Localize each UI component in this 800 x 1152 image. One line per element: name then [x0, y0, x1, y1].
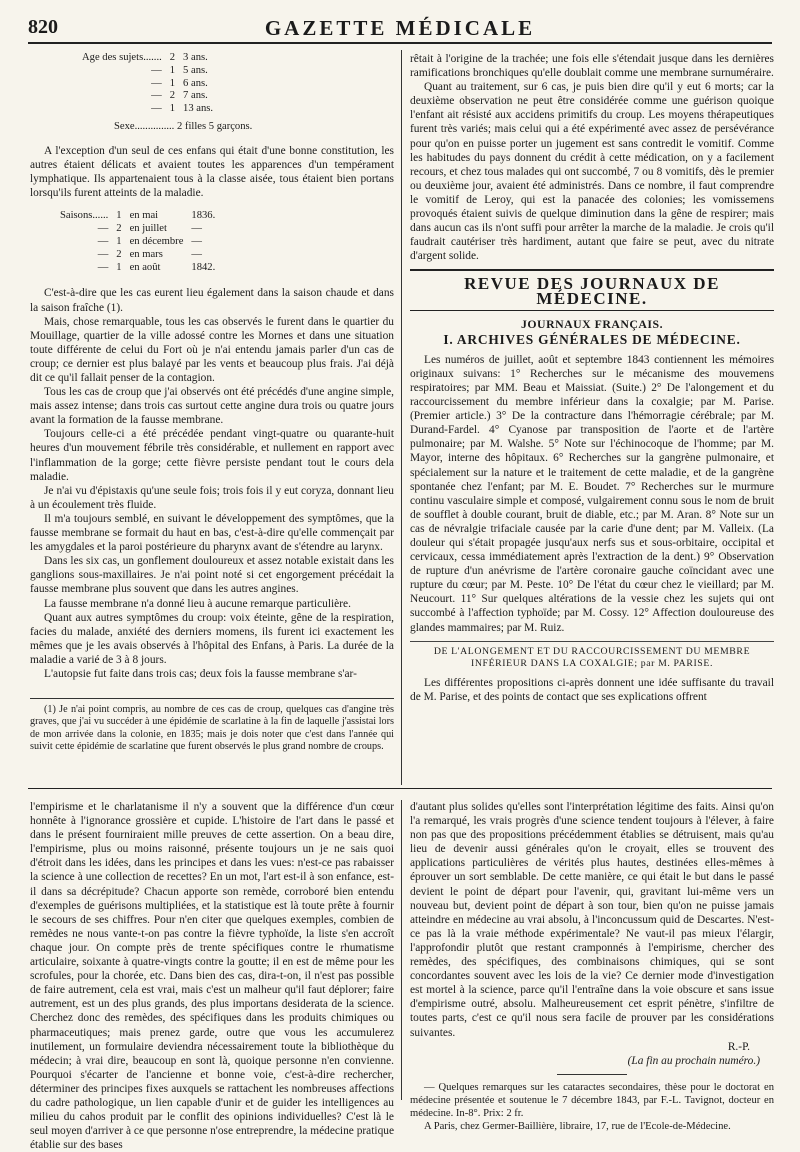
note-paragraph: — Quelques remarques sur les cataractes secondaires, thèse pour le doctorat en médecine présentée et soutenue le 7 décembre 1843, par F.-L. Tavignot, docteur en médecine. In-8°. Prix: 2 fr.	[410, 1081, 774, 1119]
ages-cell: Age des sujets.......	[82, 52, 162, 63]
seasons-cell: 2	[116, 223, 122, 235]
seasons-cell: —	[191, 223, 202, 235]
seasons-cell: 2	[116, 248, 122, 260]
note-paragraph: A Paris, chez Germer-Baillière, libraire, 17, rue de l'Ecole-de-Médecine.	[424, 1120, 731, 1132]
column-lower-right	[410, 800, 774, 1133]
ages-cell: 1	[169, 103, 176, 115]
column-upper-left	[30, 52, 394, 681]
paragraph: Quant aux autres symptômes du croup: voix éteinte, gêne de la respiration, facies du malade, anxiété des derniers momens, ils furent ici exactement les mêmes que je les avais observés à l'hôpital des Enfans, à Paris. La durée de la maladie a varié de 3 à 8 jours.	[30, 611, 394, 666]
page-header	[28, 14, 772, 44]
article-subhead: DE L'ALONGEMENT ET DU RACCOURCISSEMENT DU MEMBRE INFÉRIEUR DANS LA COXALGIE; par M. PARISE.	[410, 641, 774, 670]
seasons-cell: en juillet	[129, 223, 167, 235]
ages-row	[78, 52, 217, 65]
ages-cell: —	[151, 90, 162, 102]
ages-cell: 2	[169, 90, 176, 102]
ages-cell: 1	[169, 77, 176, 89]
paragraph: Il m'a toujours semblé, en suivant le développement des symptômes, que la fausse membrane se formait du haut en bas, c'est-à-dire qu'elle commençait par les amygdales et la paroi postérieure du pharynx avant de s'étendre au larynx.	[30, 512, 394, 554]
paragraph: rêtait à l'origine de la trachée; une fois elle s'étendait jusque dans les dernières ramifications bronchiques qu'elle doublait comme une membrane surnuméraire.	[410, 53, 774, 80]
ages-cell: 3 ans.	[183, 52, 208, 63]
continued-note: (La fin au prochain numéro.)	[627, 1054, 760, 1067]
column-upper-right	[410, 52, 774, 704]
seasons-cell: 1836.	[191, 210, 216, 222]
seasons-row	[56, 262, 219, 275]
ages-cell: 5 ans.	[183, 64, 208, 76]
seasons-cell: —	[191, 248, 202, 260]
seasons-cell: —	[97, 261, 109, 273]
seasons-cell: —	[191, 236, 202, 248]
paragraph: l'empirisme et le charlatanisme il n'y a souvent que la différence d'un cœur honnête à l'ignorance grossière et cupide. L'histoire de l'art dans le passé et dans le présent fourniraient mille preuves de cette assertion. On a beau dire, l'empirisme, plus ou moins raisonné, présente toujours un je ne sais quoi d'étroit dans les idées, dans les principes et dans les vues: n'est-ce pas rabaisser la science à une collection de recettes? En un mot, l'art est-il à son enfance, est-il dans sa décrépitude? Chacun apporte son remède, corroboré bien entendu d'exemples de guérisons multipliées, et la statistique est là toute prête à fournir le secours de ses chiffres. Pour n'en citer que quelques exemples, combien de remèdes ne nous vante-t-on pas contre la fièvre typhoïde, la liste s'en accroît chaque jour. On compte près de trente spécifiques contre le rhumatisme articulaire, soixante à quatre-vingts contre la goutte; il en est de même pour les scrofules, pour la chorée, etc. Dans bien des cas, dira-t-on, il n'est pas possible de faire autrement, cela est vrai, mais c'est un malheur qu'il faut déplorer; faire autrement, est un des plus grands, des plus importans desiderata de la science. Cherchez donc des remèdes, des spécifiques dans les produits chimiques ou pharmaceutiques; mais prenez garde, outre que vous les accumulerez inutilement, un formulaire deviendra nécessairement toute la bibliothèque du médecin; à vrai dire, beaucoup en sont là, quoique personne n'en convienne. Pourquoi s'écarter de l'ancienne et bonne voie, c'est-à-dire rechercher, déterminer des principes fixes auxquels se rattachent les nombreuses affections du cadre pathologique, un lien capable d'unir et de guider les intelligences au milieu du cahos produit par le conflit des opinions individuelles? C'est là le seul moyen d'arriver à ce que personne n'ose entreprendre, la médecine pratique établie sur des bases	[30, 801, 395, 1152]
paragraph: Dans les six cas, un gonflement douloureux et assez notable existait dans les ganglions sous-maxillaires. Je n'ai point noté si cet engorgement précédait la fausse membrane plus souvent que dans les autres angines.	[30, 555, 394, 596]
paragraph: A l'exception d'un seul de ces enfans qui était d'une bonne constitution, les autres étaient délicats et avaient toutes les apparences d'un tempérament lymphatique. Ils appartenaient tous à la classe aisée, tous étaient bien portans lorsqu'ils furent atteints de la maladie.	[30, 145, 394, 200]
paragraph: Toujours celle-ci a été précédée pendant vingt-quatre ou quarante-huit heures d'un mouvement fébrile très considérable, et nullement en rapport avec l'inflammation de la gorge; cette fièvre persiste pendant tout le cours dela maladie.	[30, 428, 394, 483]
ages-row	[78, 65, 217, 78]
ages-cell: 7 ans.	[183, 90, 208, 102]
seasons-row	[56, 223, 219, 236]
ages-cell: —	[151, 103, 162, 115]
seasons-cell: 1	[116, 236, 122, 248]
paragraph: Les numéros de juillet, août et septembre 1843 contiennent les mémoires originaux suivans: 1° Recherches sur le mécanisme des mouvemens respiratoires; par MM. Beau et Maissiat. (Suite.) 2° De l'alongement et du raccourcissement du membre inférieur dans la coxalgie; par M. Parise. (Premier article.) 3° De la contracture dans l'hémorragie cérébrale; par M. Durand-Fardel. 4° Cyanose par transposition de l'aorte et de l'artère pulmonaire; par M. Walshe. 5° Note sur l'échinocoque de l'homme; par M. Mayor, interne des hôpitaux. 6° Recherches sur la gangrène pulmonaire, et spécialement sur la nature et le traitement de cette maladie, et de la gangrène spontanée chez l'enfant; par M. E. Boudet. 7° Recherches sur le murmure continu vasculaire simple et composé, vulgairement connu sous le nom de bruit de soufflet à double courant, bruit de diable, etc.; par M. Aran. 8° Note sur un cas de névralgie trifaciale causée par la carie d'une dent; par M. Valleix. (La douleur qui s'était propagée jusqu'aux nerfs sus et sous-orbitaire, occipital et cervicaux, cessa immédiatement après l'extraction de la dent.) 9° Observation de rupture d'un anévrisme de l'artère coronaire gauche coïncidant avec une rupture du cœur; par M. Peste. 10° De l'état du cœur chez le vieillard; par M. Neucourt. 11° Sur quelques altérations de la vessie chez les sujets qui ont succombé à l'affection typhoïde; par M. Cossy. 12° Affection douloureuse des glandes mammaires; par M. Ruiz.	[410, 353, 774, 634]
ages-cell: —	[151, 77, 162, 89]
paragraph: Je n'ai vu d'épistaxis qu'une seule fois; trois fois il y eut coryza, donnant lieu à un écoulement très fluide.	[30, 484, 394, 511]
section-title: REVUE DES JOURNAUX DE MÉDECINE.	[410, 269, 774, 310]
paragraph: L'autopsie fut faite dans trois cas; deux fois la fausse membrane s'ar-	[44, 667, 357, 680]
page-title: GAZETTE MÉDICALE	[264, 16, 536, 40]
seasons-row	[56, 210, 219, 223]
seasons-cell: 1	[116, 261, 122, 273]
ages-cell: 1	[169, 64, 176, 76]
paragraph: C'est-à-dire que les cas eurent lieu également dans la saison chaude et dans la saison fraîche (1).	[30, 287, 394, 314]
paragraph: d'autant plus solides qu'elles sont l'interprétation légitime des faits. Ainsi qu'on l'a remarqué, les vrais progrès d'une science tendent toujours à l'élever, à faire non pas que des propositions précédemment établies se détruisent, mais qu'au lieu de devenir aussi générales qu'on le croyait, elles se trouvent des applications particulières de vérités plus hautes, destinées elles-mêmes à éprouver un sort semblable. De cette manière, ce qui était le but dans le passé devient le point de départ pour l'avenir, qui, gravitant lui-même vers un nouveau but, devient point de départ à son tour, bien qu'on ne puisse jamais atteindre en médecine au vrai absolu, à l'inconcussum quid de Descartes. N'est-ce pas là la vraie méthode expérimentale? Ne vaut-il pas mieux l'élargir, l'approfondir plutôt que restant cramponnés à l'empirisme, chercher des remèdes, des spécifiques, des combinaisons chimiques, qui se sont concordantes souvent avec les lois de la vie? Ce dernier mode d'investigation est mortel à la science, parce qu'il l'entraîne dans la voie obscure et sans issue d'empirisme outré, absolu. Malheureusement cet esprit pénètre, s'infiltre de toutes parts, c'est ce qu'il nous sera facile de prouver par les considérations suivantes.	[410, 801, 774, 1039]
subsection-title: JOURNAUX FRANÇAIS.	[520, 316, 664, 331]
paragraph: Mais, chose remarquable, tous les cas observés le furent dans le quartier du Mouillage, quartier de la ville adossé contre les Mornes et dans une situation toute différente de celui du Fort où je n'ai entendu jamais parler d'un cas de croup; ce dernier est plus balayé par les vents et beaucoup plus frais. J'ai déjà dit ce qu'il fallait penser de la contagion.	[30, 315, 394, 384]
footnote-rule	[30, 698, 394, 699]
paragraph: Quant au traitement, sur 6 cas, je puis bien dire qu'il y eut 6 morts; car la deuxième observation ne peut être considérée comme une guérison quoique l'enfant ait résisté aux accidens primitifs du croup. Les moyens thérapeutiques furent très variés; mais celui qui a été expérimenté avec assez de persévérance pour qu'on en puisse porter un jugement est sans contredit le vomitif. Comme les habitudes du pays donnent du crédit à cette médication, on y a facilement recours, et chez tous malades qui ont succombé, 7 ou 8 vomitifs, dès le premier ou deuxième jour, avaient été administrés. Dans ce nombre, il faut comprendre le vomitif de Leroy, qui est la panacée des colonies; les vomissemens provoqués étaient suivis de quelque diminution dans la gêne de respirer; mais dans aucun cas ils n'ont suffi pour arrêter la marche de la maladie. Je crois qu'il faudrait cautériser très hardiment, autant que faire se peut, avec du nitrate d'argent solide.	[410, 81, 774, 263]
seasons-cell: en décembre	[129, 236, 184, 248]
paragraph: Tous les cas de croup que j'ai observés ont été précédés d'une angine simple, mais assez intense; dans trois cas surtout cette angine dura trois ou quatre jours avant la formation de la fausse membrane.	[30, 386, 394, 427]
seasons-cell: —	[97, 236, 109, 248]
footnote-text: (1) Je n'ai point compris, au nombre de ces cas de croup, quelques cas d'angine très graves, que j'ai vu succéder à une épidémie de scarlatine à la fin de laquelle j'assistai lors de mon arrivée dans la colonie, en 1835; mais je dois noter que c'est dans l'année qui suivit cette épidémie de scarlatine que furent observés le plus grand nombre de croups.	[30, 704, 394, 753]
seasons-table	[56, 210, 219, 274]
ages-cell: 6 ans.	[183, 77, 208, 89]
seasons-row	[56, 236, 219, 249]
page-number: 820	[28, 16, 58, 38]
ages-row	[78, 90, 217, 103]
column-lower-left	[30, 800, 394, 1152]
footnote	[30, 704, 394, 754]
paragraph: Les différentes propositions ci-après donnent une idée suffisante du travail de M. Parise, et des points de contact que ses explications offrent	[410, 676, 774, 703]
ages-cell: —	[151, 64, 162, 76]
ages-table	[78, 52, 217, 116]
column-divider	[401, 50, 402, 785]
seasons-cell: 1	[116, 210, 122, 222]
ages-row	[78, 103, 217, 116]
bibliographic-notes	[410, 1081, 774, 1133]
ages-cell: 13 ans.	[183, 103, 214, 115]
seasons-cell: —	[97, 248, 109, 260]
seasons-cell: en mars	[129, 248, 163, 260]
paragraph: La fausse membrane n'a donné lieu à aucune remarque particulière.	[44, 597, 351, 610]
sex-line: Sexe............... 2 filles 5 garçons.	[114, 120, 253, 132]
journal-title: I. ARCHIVES GÉNÉRALES DE MÉDECINE.	[443, 331, 741, 347]
short-divider	[557, 1074, 627, 1075]
seasons-cell: 1842.	[191, 261, 216, 273]
ages-cell: 2	[169, 52, 176, 63]
ages-row	[78, 78, 217, 91]
seasons-cell: en mai	[129, 210, 159, 222]
author-signature: R.-P.	[727, 1040, 750, 1053]
column-divider-lower	[401, 800, 402, 1100]
seasons-cell: —	[97, 223, 109, 235]
seasons-cell: en août	[129, 261, 161, 273]
seasons-cell: Saisons......	[60, 210, 109, 222]
seasons-row	[56, 249, 219, 262]
section-divider	[28, 788, 772, 789]
